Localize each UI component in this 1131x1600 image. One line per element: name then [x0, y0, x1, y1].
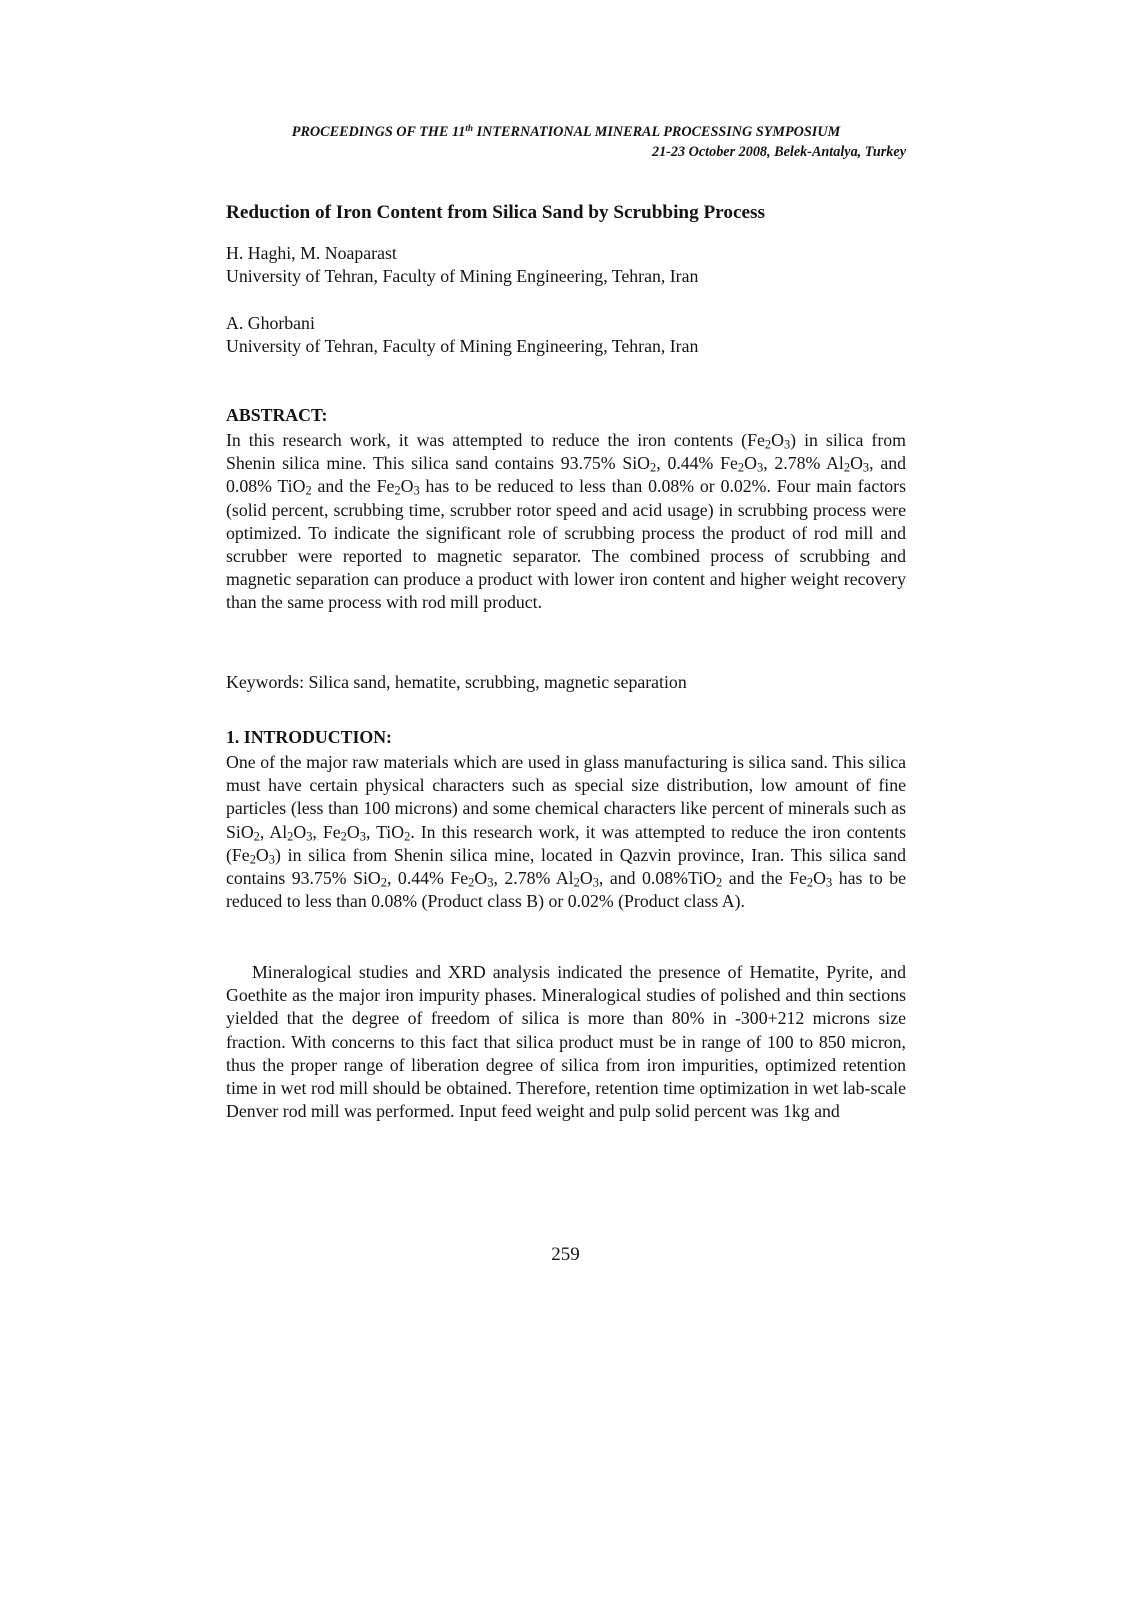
text-run: ) in silica from Shenin silica mine. This silica sand contains 93.75% SiO	[226, 430, 906, 474]
text-run: O	[255, 844, 269, 865]
text-run: and the Fe	[722, 868, 807, 889]
subscript: 2	[650, 460, 657, 475]
text-run: , 0.44% Fe	[386, 868, 469, 889]
subscript: 2	[764, 437, 772, 452]
text-run: , Al	[259, 821, 288, 842]
text-run: , 2.78% Al	[493, 868, 574, 889]
text-run: O	[293, 821, 307, 842]
subscript: 3	[783, 437, 791, 452]
text-run: O	[850, 453, 863, 474]
subscript: 2	[404, 829, 411, 844]
subscript: 2	[715, 875, 723, 890]
subscript: 2	[468, 875, 475, 890]
text-run: In this research work, it was attempted to reduce the iron contents (Fe	[226, 430, 765, 450]
abstract-heading: ABSTRACT:	[226, 405, 328, 425]
author-affiliation: University of Tehran, Faculty of Mining Engineering, Tehran, Iran	[226, 266, 699, 286]
text-run: , and 0.08% TiO	[226, 453, 907, 497]
subscript: 3	[359, 829, 366, 844]
text-run: , and 0.08%TiO	[598, 868, 716, 889]
subscript: 2	[737, 460, 745, 475]
author-block-1	[226, 242, 906, 288]
text-run: , 0.44% Fe	[656, 453, 738, 474]
introduction-heading: 1. INTRODUCTION:	[226, 727, 392, 747]
paper-title: Reduction of Iron Content from Silica Sand by Scrubbing Process	[226, 202, 765, 223]
subscript: 2	[843, 460, 851, 475]
author-block-2	[226, 312, 906, 358]
subscript: 3	[862, 460, 870, 475]
subscript: 2	[806, 875, 814, 890]
text-run: O	[346, 821, 360, 842]
text-run: has to be reduced to less than 0.08% or 0.02%. Four main factors (solid percent, scrubbing time, scrubber rotor speed and acid usage) in scrubbing process were optimized. To indicate the significant role of scrubbing process the product of rod mill and scrubber were reported to magnetic separator. The combined process of scrubbing and magnetic separation can produce a product with lower iron content and higher weight recovery than the same process with rod mill product.	[226, 476, 906, 613]
subscript: 3	[413, 483, 420, 498]
subscript: 2	[249, 852, 256, 867]
author-affiliation: University of Tehran, Faculty of Mining Engineering, Tehran, Iran	[226, 336, 699, 356]
subscript: 3	[268, 852, 275, 867]
text-run: , 2.78% Al	[763, 453, 844, 474]
keywords: Keywords: Silica sand, hematite, scrubbing, magnetic separation	[226, 672, 687, 692]
text-run: , Fe	[312, 821, 341, 842]
text-run: O	[771, 430, 784, 450]
running-header	[226, 122, 906, 162]
subscript: 2	[287, 829, 294, 844]
text-run: O	[744, 453, 757, 474]
text-run: O	[579, 868, 593, 889]
subscript: 2	[394, 483, 401, 498]
subscript: 3	[487, 875, 494, 890]
author-names: H. Haghi, M. Noaparast	[226, 243, 397, 263]
text-run: . In this research work, it was attempted to reduce the iron contents (Fe	[226, 821, 906, 865]
text-run: , TiO	[365, 821, 405, 842]
page-number: 259	[551, 1244, 580, 1265]
proceedings-title: PROCEEDINGS OF THE 11th INTERNATIONAL MINERAL PROCESSING SYMPOSIUM	[291, 122, 841, 140]
text-run: O	[400, 476, 414, 497]
subscript: 2	[340, 829, 347, 844]
symposium-date-location: 21-23 October 2008, Belek-Antalya, Turkey	[651, 144, 906, 160]
subscript: 2	[253, 829, 260, 844]
author-names: A. Ghorbani	[226, 313, 315, 333]
text-run: ) in silica from Shenin silica mine, located in Qazvin province, Iran. This silica sand contains 93.75% SiO	[226, 844, 906, 889]
text-run: O	[474, 868, 488, 889]
text-run: One of the major raw materials which are used in glass manufacturing is silica sand. This silica must have certain physical characters such as special size distribution, low amount of fine particles (less than 100 microns) and some chemical characters like percent of minerals such as SiO	[226, 752, 906, 842]
subscript: 3	[756, 460, 764, 475]
introduction-paragraph-1	[226, 751, 906, 913]
text-run: has to be reduced to less than 0.08% (Product class B) or 0.02% (Product class A).	[226, 868, 907, 912]
subscript: 2	[380, 875, 387, 890]
abstract-text	[226, 429, 906, 615]
subscript: 3	[592, 875, 599, 890]
subscript: 3	[825, 875, 833, 890]
text-run: and the Fe	[311, 476, 395, 497]
subscript: 2	[573, 875, 580, 890]
introduction-paragraph-2: Mineralogical studies and XRD analysis indicated the presence of Hematite, Pyrite, and Goethite as the major iron impurity phases. Mineralogical studies of polished and thin sections yielded that the degree of freedom of silica is more than 80% in -300+212 microns size fraction. With concerns to this fact that silica product must be in range of 100 to 850 micron, thus the proper range of liberation degree of silica from iron impurities, optimized retention time in wet rod mill should be obtained. Therefore, retention time optimization in wet lab-scale Denver rod mill was performed. Input feed weight and pulp solid percent was 1kg and	[226, 962, 906, 1122]
subscript: 2	[305, 483, 312, 498]
subscript: 3	[306, 829, 313, 844]
text-run: O	[813, 868, 826, 889]
